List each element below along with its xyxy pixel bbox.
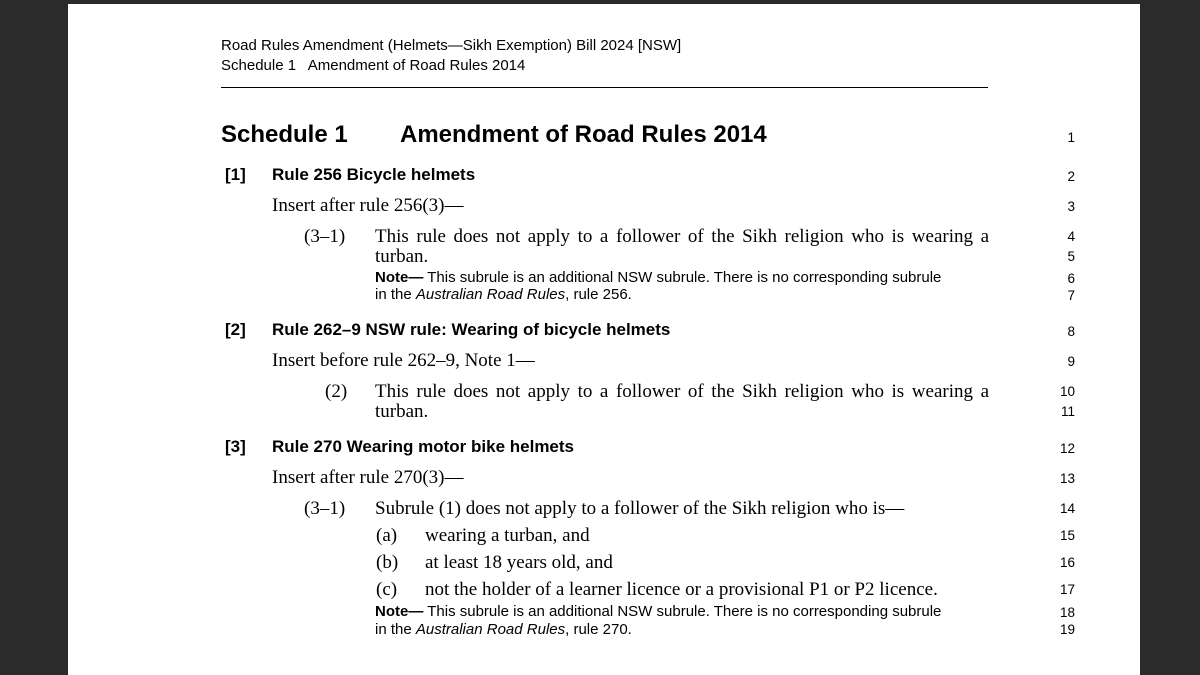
line-number: 17 [1059, 582, 1075, 597]
note-line: in the Australian Road Rules, rule 256. [375, 286, 632, 303]
line-number: 15 [1059, 528, 1075, 543]
schedule-label: Schedule 1 [221, 121, 348, 148]
line-number: 10 [1059, 384, 1075, 399]
amendment-number: [1] [225, 165, 246, 184]
line-number: 14 [1059, 501, 1075, 516]
line-number: 13 [1059, 471, 1075, 486]
note-label: Note— [375, 603, 424, 620]
subrule-text-line: This rule does not apply to a follower of the Sikh religion who is wearing a [375, 226, 989, 247]
note-line: Note— This subrule is an additional NSW subrule. There is no corresponding subrule [375, 603, 942, 620]
header-divider [221, 87, 988, 88]
line-number: 8 [1067, 324, 1075, 339]
paragraph-text: not the holder of a learner licence or a provisional P1 or P2 licence. [425, 579, 938, 600]
paragraph-text: at least 18 years old, and [425, 552, 613, 573]
subrule-text-line: This rule does not apply to a follower of the Sikh religion who is wearing a [375, 381, 989, 402]
amendment-number: [2] [225, 320, 246, 339]
document-page [68, 4, 1140, 675]
schedule-title: Amendment of Road Rules 2014 [400, 121, 767, 148]
note-citation: Australian Road Rules [415, 286, 566, 303]
subrule-text-line: turban. [375, 401, 429, 422]
line-number: 3 [1067, 199, 1075, 214]
note-label: Note— [375, 269, 424, 286]
line-number: 7 [1067, 288, 1075, 303]
subrule-number: (3–1) [304, 498, 346, 519]
amendment-title: Rule 256 Bicycle helmets [272, 165, 476, 184]
paragraph-label: (c) [376, 579, 398, 600]
note-line: Note— This subrule is an additional NSW subrule. There is no corresponding subrule [375, 269, 942, 286]
subrule-text-line: Subrule (1) does not apply to a follower of the Sikh religion who is— [375, 498, 905, 519]
amendment-title: Rule 262–9 NSW rule: Wearing of bicycle helmets [272, 320, 671, 339]
line-number: 2 [1067, 169, 1075, 184]
line-number: 19 [1059, 622, 1075, 637]
paragraph-text: wearing a turban, and [425, 525, 590, 546]
amendment-instruction: Insert before rule 262–9, Note 1— [272, 350, 535, 371]
line-number: 5 [1067, 249, 1075, 264]
amendment-instruction: Insert after rule 270(3)— [272, 467, 464, 488]
paragraph-label: (b) [376, 552, 399, 573]
line-number: 9 [1067, 354, 1075, 369]
subrule-text-line: turban. [375, 246, 429, 267]
line-number: 16 [1059, 555, 1075, 570]
note-line: in the Australian Road Rules, rule 270. [375, 621, 632, 638]
line-number: 6 [1067, 271, 1075, 286]
amendment-instruction: Insert after rule 256(3)— [272, 195, 464, 216]
line-number: 11 [1060, 404, 1075, 419]
line-number: 12 [1059, 441, 1075, 456]
schedule-reference: Schedule 1 Amendment of Road Rules 2014 [221, 57, 526, 74]
paragraph-label: (a) [376, 525, 398, 546]
line-number: 18 [1059, 605, 1075, 620]
line-number: 4 [1067, 229, 1075, 244]
amendment-number: [3] [225, 437, 246, 456]
line-number: 1 [1067, 130, 1075, 145]
bill-title: Road Rules Amendment (Helmets—Sikh Exemption) Bill 2024 [NSW] [221, 37, 682, 54]
amendment-title: Rule 270 Wearing motor bike helmets [272, 437, 574, 456]
subrule-number: (2) [325, 381, 348, 402]
subrule-number: (3–1) [304, 226, 346, 247]
note-citation: Australian Road Rules [415, 621, 566, 638]
